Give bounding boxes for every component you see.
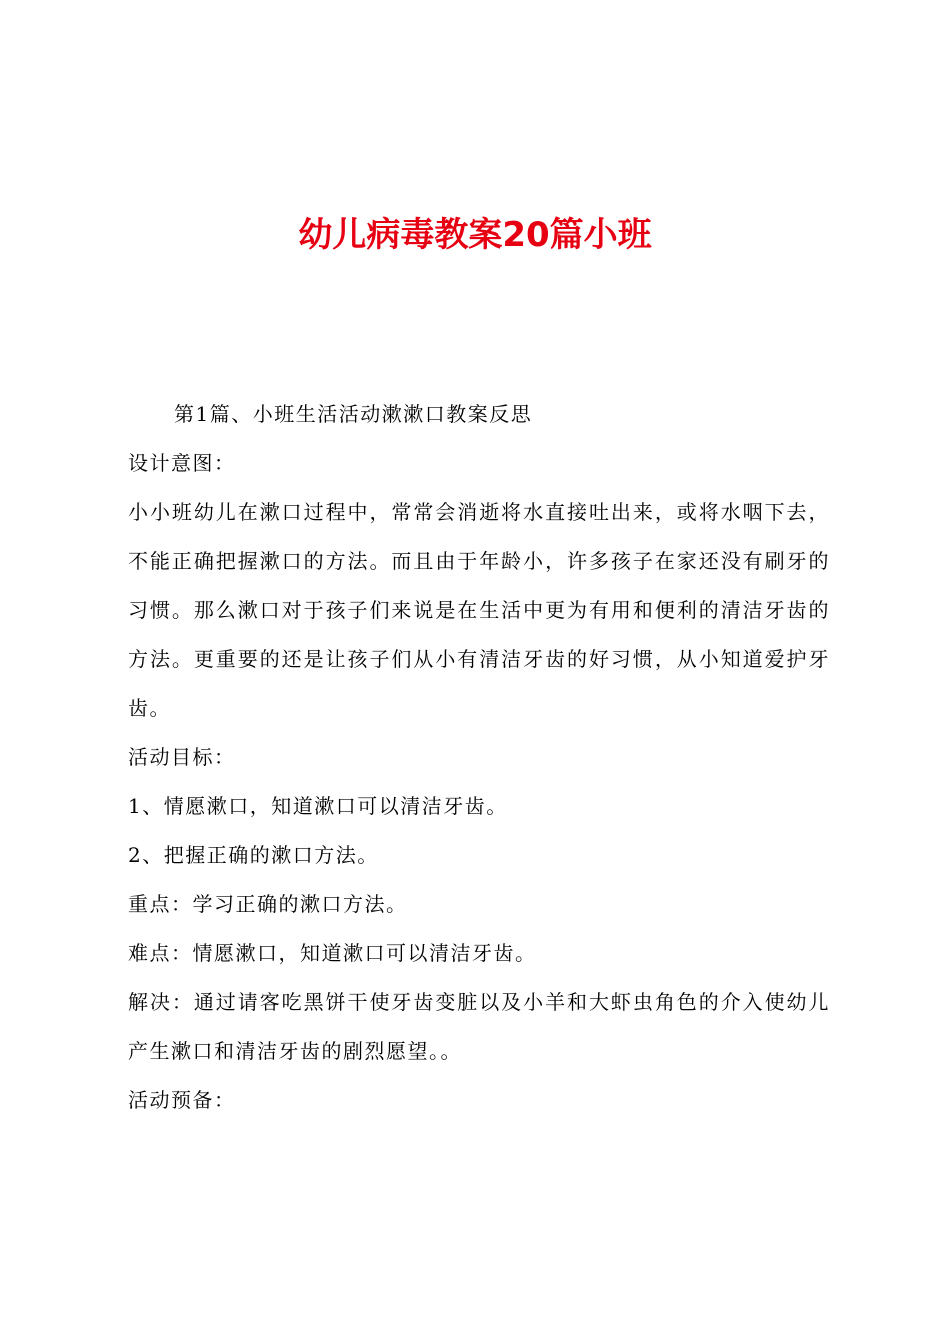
key-point: 重点：学习正确的漱口方法。 [128,892,408,916]
objective-item-2: 2、把握正确的漱口方法。 [128,843,379,867]
design-intent-label: 设计意图： [128,451,236,475]
objective-item-1: 1、情愿漱口，知道漱口可以清洁牙齿。 [128,794,508,818]
difficulty: 难点：情愿漱口，知道漱口可以清洁牙齿。 [128,941,537,965]
document-title: 幼儿病毒教案20篇小班 [298,215,652,255]
section-heading: 第1篇、小班生活活动漱漱口教案反思 [174,402,533,426]
design-intent-text: 小小班幼儿在漱口过程中，常常会消逝将水直接吐出来，或将水咽下去，不能正确把握漱口的方法。而且由于年龄小，许多孩子在家还没有刷牙的习惯。那么漱口对于孩子们来说是在生活中更为有用和便利的清洁牙齿的方法。更重要的还是让孩子们从小有清洁牙齿的好习惯，从小知道爱护牙齿。 [128,500,830,720]
document-body [128,390,830,1125]
solution: 解决：通过请客吃黑饼干使牙齿变脏以及小羊和大虾虫角色的介入使幼儿产生漱口和清洁牙齿的剧烈愿望。。 [128,990,830,1063]
preparation-label: 活动预备： [128,1088,236,1112]
objectives-label: 活动目标： [128,745,236,769]
